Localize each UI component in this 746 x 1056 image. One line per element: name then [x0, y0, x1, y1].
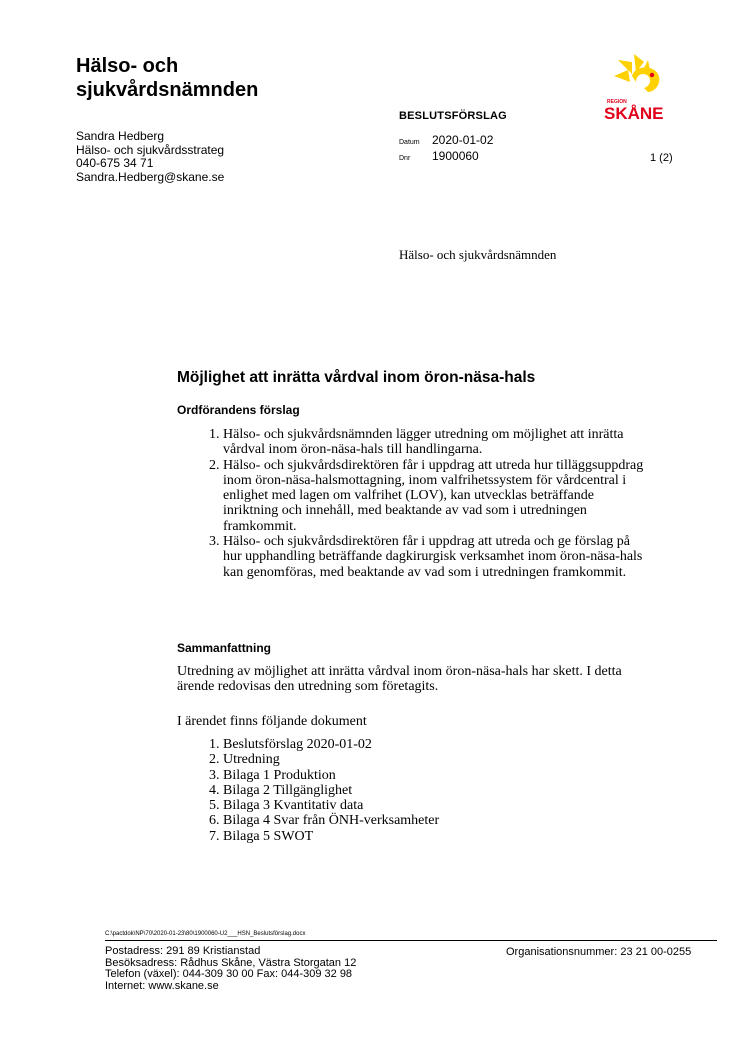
dnr-row: [399, 150, 493, 166]
summary-text: Utredning av möjlighet att inrätta vårdval inom öron-näsa-hals har skett. I detta ärende redovisas den utredning som företagits.: [177, 664, 622, 695]
footer-visit: Besöksadress: Rådhus Skåne, Västra Storgatan 12: [105, 956, 357, 969]
document-item: 6. Bilaga 4 Svar från ÖNH-verksamheter: [223, 813, 477, 828]
footer-divider: [105, 940, 717, 941]
footer-postal: Postadress: 291 89 Kristianstad: [105, 945, 261, 957]
date-label: Datum: [399, 139, 420, 146]
documents-list: [177, 737, 477, 844]
organization-title: [76, 54, 258, 102]
region-skane-logo: [604, 52, 676, 122]
organization-title-line1: Hälso- och: [76, 55, 179, 77]
sender-block: [76, 130, 224, 184]
dnr-label: Dnr: [399, 154, 411, 162]
document-item: 2. Utredning: [223, 752, 477, 767]
organization-title-line2: sjukvårdsnämnden: [76, 79, 259, 101]
documents-intro: I ärendet finns följande dokument: [177, 714, 367, 729]
proposal-item: 1. Hälso- och sjukvårdsnämnden lägger utredning om möjlighet att inrätta vårdval inom öron-näsa-hals till handlingarna.: [223, 427, 647, 458]
document-item: 3. Bilaga 1 Produktion: [223, 768, 477, 783]
recipient: Hälso- och sjukvårdsnämnden: [399, 247, 557, 262]
footer-internet[interactable]: Internet: www.skane.se: [105, 979, 219, 992]
page-number: 1 (2): [650, 152, 673, 164]
date-row: [399, 134, 493, 150]
document-meta: [399, 134, 493, 165]
logo-small-text: REGION: [607, 99, 627, 105]
proposal-list: [177, 427, 647, 580]
page-title: Möjlighet att inrätta vårdval inom öron-näsa-hals: [177, 369, 536, 386]
footer-address: [105, 946, 356, 992]
proposal-item: 2. Hälso- och sjukvårdsdirektören får i uppdrag att utreda hur tilläggsuppdrag inom öron-näsa-halsmottagning, inom valfrihetssystem för vårdcentral i enlighet med lagen om valfrihet (LOV), kan utvecklas beträffande inriktning och innehåll, med beaktande av vad som i utredningen framkommit.: [223, 458, 647, 534]
sender-name: Sandra Hedberg: [76, 129, 165, 143]
sender-role: Hälso- och sjukvårdsstrateg: [76, 142, 225, 157]
date-value: 2020-01-02: [432, 133, 494, 147]
document-item: 7. Bilaga 5 SWOT: [223, 829, 477, 844]
document-type: BESLUTSFÖRSLAG: [399, 110, 507, 122]
document-item: 1. Beslutsförslag 2020-01-02: [223, 737, 477, 752]
sun-icon: [614, 54, 659, 92]
sender-phone: 040-675 34 71: [76, 156, 154, 170]
file-path: C:\pactdok\NP\70\2020-01-23\80\1900060-U2___HSN_Beslutsförslag.docx: [105, 931, 306, 937]
logo-brand-text: SKÅNE: [604, 104, 664, 122]
proposal-item: 3. Hälso- och sjukvårdsdirektören får i uppdrag att utreda och ge förslag på hur upphandling beträffande dagkirurgisk verksamhet inom öron-näsa-hals kan genomföras, med beaktande av vad som i utredningen framkommit.: [223, 534, 647, 580]
footer-org-number: Organisationsnummer: 23 21 00-0255: [506, 946, 692, 958]
summary-heading: Sammanfattning: [177, 641, 272, 655]
document-item: 4. Bilaga 2 Tillgänglighet: [223, 783, 477, 798]
proposal-heading: Ordförandens förslag: [177, 403, 300, 417]
dnr-value: 1900060: [432, 148, 479, 163]
footer-phone: Telefon (växel): 044-309 30 00 Fax: 044-309 32 98: [105, 968, 353, 981]
sender-email[interactable]: Sandra.Hedberg@skane.se: [76, 169, 225, 184]
document-item: 5. Bilaga 3 Kvantitativ data: [223, 798, 477, 813]
